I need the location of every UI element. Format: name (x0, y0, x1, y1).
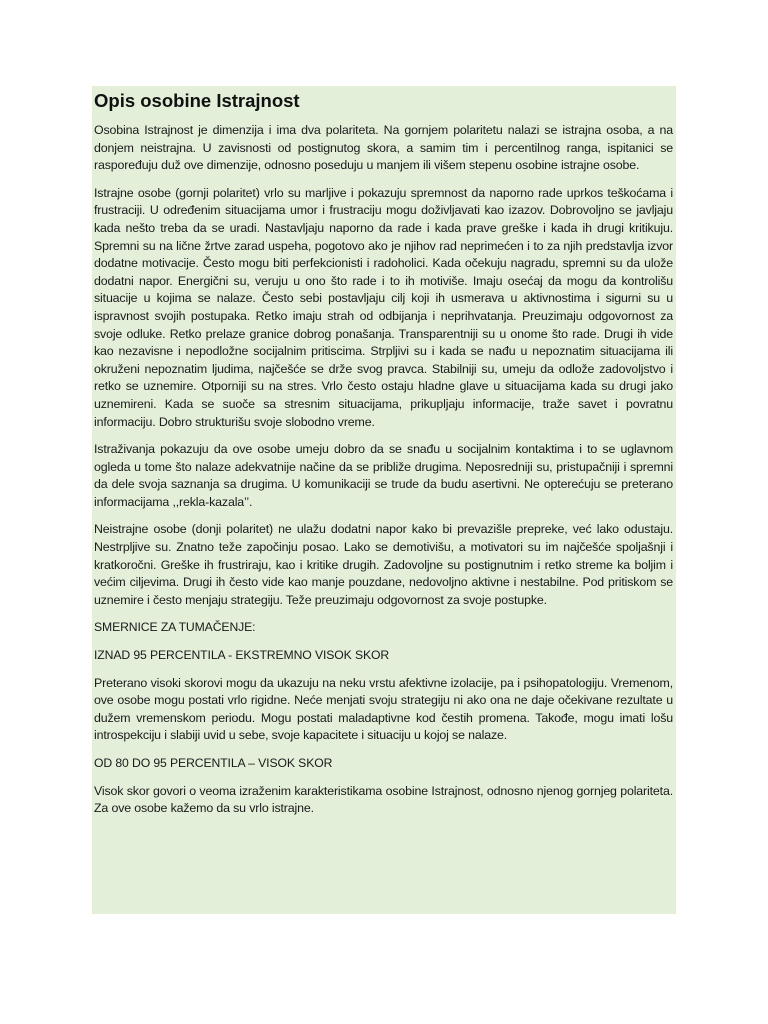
paragraph-research: Istraživanja pokazuju da ove osobe umeju dobro da se snađu u socijalnim kontaktima i to se uglavnom ogleda u tome što nalaze adekvatnije načine da se približe drugima. Neposredniji su, pristupačniji i spremni da dele svoja saznanja sa drugima. U komunikaciji se trude da budu asertivni. Ne opterećuju se preterano informacijama ,,rekla-kazala’’. (94, 442, 673, 509)
guidelines-heading: SMERNICE ZA TUMAČENJE: (94, 620, 256, 635)
section-extreme-high-text: Preterano visoki skorovi mogu da ukazuju na neku vrstu afektivne izolacije, pa i psihopatologiju. Vremenom, ove osobe mogu postati vrlo rigidne. Neće menjati svoju strategiju ni ako ona ne daje očekivane rezultate u dužem vremenskom periodu. Mogu postati maladaptivne kod čestih promena. Takođe, mogu imati lošu introspekciju i slabiji uvid u sebe, svoje kapacitete i situaciju u kojoj se nalaze. (94, 675, 673, 743)
section-high-text: Visok skor govori o veoma izraženim karakteristikama osobine Istrajnost, odnosno njenog gornjeg polariteta. Za ove osobe kažemo da su vrlo istrajne. (94, 783, 673, 816)
document-title: Opis osobine Istrajnost (94, 90, 300, 111)
section-high-heading: OD 80 DO 95 PERCENTILA – VISOK SKOR (94, 756, 333, 770)
document-content (92, 86, 676, 914)
paragraph-intro: Osobina Istrajnost je dimenzija i ima dva polariteta. Na gornjem polaritetu nalazi se istrajna osoba, a na donjem neistrajna. U zavisnosti od postignutog skora, a samim tim i percentilnog ranga, ispitanici se raspoređuju duž ove dimenzije, odnosno poseduju u manjem ili višem stepenu osobine istrajne osobe. (94, 123, 673, 173)
section-extreme-high-heading: IZNAD 95 PERCENTILA - EKSTREMNO VISOK SKOR (94, 648, 390, 663)
paragraph-lower-polarity: Neistrajne osobe (donji polaritet) ne ulažu dodatni napor kako bi prevazišle prepreke, već lako odustaju. Nestrpljive su. Znatno teže započinju posao. Lako se demotivišu, a motivatori su im najčešće spoljašnji i kratkoročni. Greške ih frustriraju, kao i kritike drugih. Zadovoljne su postignutnim i retko streme ka boljim i većim ciljevima. Drugi ih često vide kao manje pouzdane, nedovoljno aktivne i nestabilne. Pod pritiskom se uznemire i često menjaju strategiju. Teže preuzimaju odgovornost za svoje postupke. (94, 522, 673, 607)
paragraph-upper-polarity: Istrajne osobe (gornji polaritet) vrlo su marljive i pokazuju spremnost da naporno rade uprkos teškoćama i frustraciji. U određenim situacijama umor i frustraciju mogu doživljavati kao izazov. Dobrovoljno se javljaju kada nešto treba da se uradi. Nastavljaju naporno da rade i kada prave greške i kada ih drugi kritikuju. Spremni su na lične žrtve zarad uspeha, pogotovo ako je njihov rad neprimećen i to za njih predstavlja izvor dodatne motivacije. Često mogu biti perfekcionisti i radoholici. Kada očekuju nagradu, spremni su da ulože dodatni napor. Energični su, veruju u ono što rade i to ih motiviše. Imaju osećaj da mogu da kontrolišu situacije u kojima se nalaze. Često sebi postavljaju cilj koji ih usmerava u aktivnostima i sigurni su u ispravnost svojih postupaka. Retko imaju strah od odbijanja i neprihvatanja. Preuzimaju odgovornost za svoje odluke. Retko prelaze granice dobrog ponašanja. Transparentniji su u onome što rade. Drugi ih vide kao nezavisne i nepodložne socijalnim pritiscima. Strpljivi su i kada se nađu u nepoznatim situacijama ili okruženi nepoznatim ljudima, najčešće se drže svog pravca. Stabilniji su, umeju da odlože zadovoljstvo i retko se uznemire. Otporniji su na stres. Vrlo često ostaju hladne glave u situacijama kada su drugi jako uznemireni. Kada se suoče sa stresnim situacijama, prikupljaju informacije, traže savet i povratnu informaciju. Dobro strukturišu svoje slobodno vreme. (94, 185, 673, 429)
